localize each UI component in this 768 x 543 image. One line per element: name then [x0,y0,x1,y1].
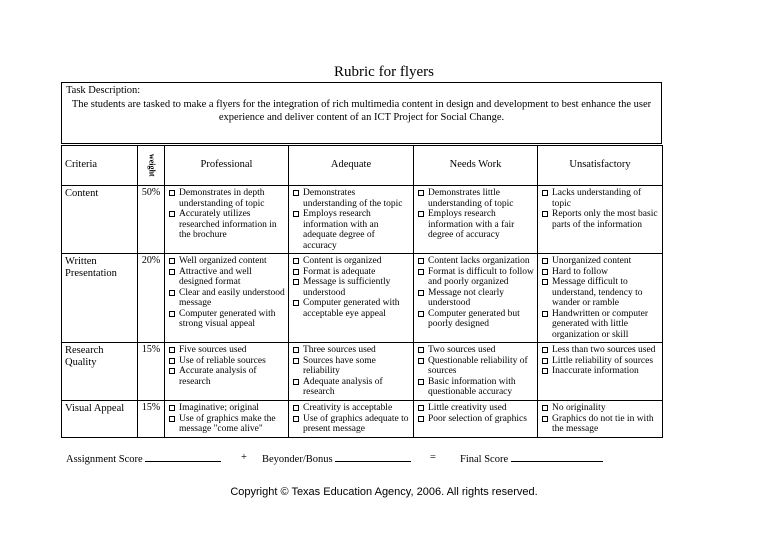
checkbox[interactable] [418,211,424,217]
descriptor-text: Use of graphics make the message "come alive" [179,413,276,434]
weight-header [138,146,165,186]
checkbox[interactable] [169,358,175,364]
checkbox[interactable] [542,416,548,422]
assignment-score-blank[interactable] [145,452,221,462]
descriptor-item [292,414,410,435]
rubric-cell [414,343,538,401]
descriptor-text: Sources have some reliability [303,355,376,376]
rubric-cell [289,186,414,254]
rubric-cell [538,401,663,438]
checkbox[interactable] [542,311,548,317]
descriptor-text: Use of reliable sources [179,355,266,366]
descriptor-list [292,345,410,398]
descriptor-item [541,366,659,377]
weight-header-label: weight [147,154,157,177]
descriptor-item [292,403,410,414]
descriptor-item [168,309,285,330]
checkbox[interactable] [418,290,424,296]
descriptor-text: Reports only the most basic parts of the information [552,209,658,230]
descriptor-text: Attractive and well designed format [179,266,252,287]
criteria-name: Visual Appeal [62,401,138,438]
descriptor-text: Little creativity used [428,403,507,413]
descriptor-text: Inaccurate information [552,366,639,376]
checkbox[interactable] [418,258,424,264]
descriptor-text: Demonstrates in depth understanding of topic [179,188,265,209]
descriptor-text: Message difficult to understand, tendency to wander or ramble [552,277,643,308]
descriptor-text: Graphics do not tie in with the message [552,413,654,434]
descriptor-text: Unorganized content [552,256,632,266]
descriptor-text: Format is adequate [303,266,376,277]
task-description-box [61,82,662,144]
descriptor-text: Adequate analysis of research [303,376,383,397]
copyright-notice: Copyright © Texas Education Agency, 2006. All rights reserved. [230,486,538,498]
descriptor-text: Employs research information with an adequate degree of accuracy [303,209,379,251]
descriptor-item [541,403,659,414]
bonus-label: Beyonder/Bonus [262,452,411,465]
final-score-blank[interactable] [511,452,603,462]
descriptor-item [541,267,659,278]
criteria-name: Research Quality [62,343,138,401]
descriptor-item [292,356,410,377]
descriptor-item [541,356,659,367]
checkbox[interactable] [542,258,548,264]
checkbox[interactable] [169,416,175,422]
descriptor-text: Imaginative; original [179,403,259,413]
descriptor-item [417,188,534,209]
checkbox[interactable] [542,405,548,411]
descriptor-item [541,209,659,230]
rubric-row [62,254,663,343]
descriptor-list [417,345,534,398]
descriptor-item [417,256,534,267]
descriptor-list [417,403,534,424]
checkbox[interactable] [418,358,424,364]
descriptor-text: Basic information with questionable accuracy [428,376,516,397]
descriptor-list [541,188,659,230]
descriptor-text: Accurately utilizes researched information in the brochure [179,209,277,240]
checkbox[interactable] [293,300,299,306]
checkbox[interactable] [293,258,299,264]
descriptor-text: No originality [552,403,606,413]
descriptor-item [417,377,534,398]
descriptor-text: Five sources used [179,345,247,355]
checkbox[interactable] [169,368,175,374]
checkbox[interactable] [418,347,424,353]
rubric-cell [289,254,414,343]
descriptor-item [417,403,534,414]
rubric-cell [538,186,663,254]
bonus-blank[interactable] [335,452,411,462]
checkbox[interactable] [418,416,424,422]
descriptor-item [541,309,659,341]
checkbox[interactable] [542,211,548,217]
level-header-professional: Professional [165,146,289,186]
checkbox[interactable] [542,368,548,374]
descriptor-text: Computer generated with strong visual appeal [179,308,276,329]
checkbox[interactable] [418,405,424,411]
descriptor-list [168,256,285,330]
descriptor-list [292,403,410,435]
descriptor-text: Lacks understanding of topic [552,188,642,209]
level-header-needs-work: Needs Work [414,146,538,186]
descriptor-item [168,209,285,241]
checkbox[interactable] [293,358,299,364]
descriptor-item [417,288,534,309]
descriptor-text: Little reliability of sources [552,355,654,366]
checkbox[interactable] [169,347,175,353]
descriptor-text: Creativity is acceptable [303,403,393,413]
checkbox[interactable] [169,269,175,275]
descriptor-item [168,345,285,356]
descriptor-list [292,188,410,251]
descriptor-item [168,267,285,288]
rubric-table [61,145,663,438]
descriptor-item [541,188,659,209]
checkbox[interactable] [169,190,175,196]
descriptor-item [292,267,410,278]
descriptor-item [417,267,534,288]
descriptor-list [417,188,534,241]
descriptor-item [292,345,410,356]
level-header-unsatisfactory: Unsatisfactory [538,146,663,186]
descriptor-item [417,209,534,241]
checkbox[interactable] [418,269,424,275]
criteria-weight: 20% [138,254,165,343]
rubric-row [62,186,663,254]
rubric-cell [538,254,663,343]
assignment-score-label: Assignment Score [66,452,221,465]
descriptor-item [292,298,410,319]
checkbox[interactable] [293,347,299,353]
criteria-weight: 15% [138,343,165,401]
checkbox[interactable] [418,311,424,317]
descriptor-item [417,309,534,330]
header-row [62,146,663,186]
descriptor-text: Two sources used [428,345,496,355]
descriptor-text: Poor selection of graphics [428,413,527,424]
rubric-cell [165,343,289,401]
rubric-cell [165,401,289,438]
descriptor-item [541,256,659,267]
descriptor-text: Questionable reliability of sources [428,355,528,376]
descriptor-list [541,345,659,377]
descriptor-item [292,377,410,398]
plus-sign: + [241,452,247,463]
criteria-header: Criteria [62,146,138,186]
task-description-text: The students are tasked to make a flyers for the integration of rich multimedia content in design and development to best enhance the user experience and deliver content of an ICT Project for Social Change. [71,99,652,123]
rubric-cell [414,254,538,343]
rubric-cell [414,401,538,438]
descriptor-list [417,256,534,330]
checkbox[interactable] [169,258,175,264]
descriptor-item [541,414,659,435]
checkbox[interactable] [293,211,299,217]
criteria-weight: 15% [138,401,165,438]
rubric-cell [538,343,663,401]
descriptor-list [168,188,285,241]
rubric-cell [289,343,414,401]
checkbox[interactable] [293,269,299,275]
descriptor-item [541,277,659,309]
descriptor-text: Less than two sources used [552,345,656,355]
descriptor-text: Content is organized [303,256,382,266]
rubric-row [62,343,663,401]
descriptor-list [541,403,659,435]
descriptor-item [168,356,285,367]
descriptor-list [292,256,410,319]
descriptor-text: Content lacks organization [428,256,530,266]
checkbox[interactable] [169,290,175,296]
descriptor-text: Computer generated but poorly designed [428,308,520,329]
rubric-cell [165,186,289,254]
checkbox[interactable] [169,405,175,411]
task-description-label: Task Description: [66,85,141,96]
descriptor-text: Handwritten or computer generated with little organization or skill [552,308,649,340]
descriptor-text: Message is sufficiently understood [303,277,391,298]
descriptor-text: Hard to follow [552,266,608,277]
descriptor-item [168,403,285,414]
checkbox[interactable] [542,358,548,364]
checkbox[interactable] [293,405,299,411]
rubric-cell [414,186,538,254]
descriptor-item [168,288,285,309]
checkbox[interactable] [418,379,424,385]
descriptor-text: Employs research information with a fair degree of accuracy [428,209,515,240]
criteria-weight: 50% [138,186,165,254]
descriptor-text: Three sources used [303,345,376,355]
descriptor-item [292,256,410,267]
rubric-cell [165,254,289,343]
criteria-name: Written Presentation [62,254,138,343]
page-title: Rubric for flyers [334,64,434,80]
checkbox[interactable] [293,379,299,385]
descriptor-item [292,188,410,209]
checkbox[interactable] [293,416,299,422]
checkbox[interactable] [169,311,175,317]
checkbox[interactable] [293,190,299,196]
descriptor-item [168,256,285,267]
checkbox[interactable] [542,269,548,275]
descriptor-item [417,414,534,425]
checkbox[interactable] [418,190,424,196]
descriptor-item [417,345,534,356]
descriptor-item [292,209,410,251]
descriptor-item [417,356,534,377]
descriptor-item [541,345,659,356]
descriptor-list [541,256,659,340]
descriptor-text: Accurate analysis of research [179,366,257,387]
equals-sign: = [430,452,436,463]
rubric-cell [289,401,414,438]
descriptor-text: Clear and easily understood message [179,287,285,308]
descriptor-text: Use of graphics adequate to present message [303,413,409,434]
checkbox[interactable] [169,211,175,217]
descriptor-item [292,277,410,298]
descriptor-text: Demonstrates understanding of the topic [303,188,403,209]
final-score-label: Final Score [460,452,603,465]
criteria-name: Content [62,186,138,254]
descriptor-item [168,414,285,435]
descriptor-item [168,188,285,209]
checkbox[interactable] [542,279,548,285]
checkbox[interactable] [542,347,548,353]
level-header-adequate: Adequate [289,146,414,186]
descriptor-text: Well organized content [179,256,267,266]
descriptor-text: Message not clearly understood [428,287,504,308]
descriptor-text: Format is difficult to follow and poorly organized [428,266,534,287]
checkbox[interactable] [293,279,299,285]
descriptor-text: Demonstrates little understanding of topic [428,188,514,209]
rubric-row [62,401,663,438]
descriptor-text: Computer generated with acceptable eye appeal [303,298,400,319]
checkbox[interactable] [542,190,548,196]
descriptor-list [168,345,285,387]
descriptor-list [168,403,285,435]
descriptor-item [168,366,285,387]
